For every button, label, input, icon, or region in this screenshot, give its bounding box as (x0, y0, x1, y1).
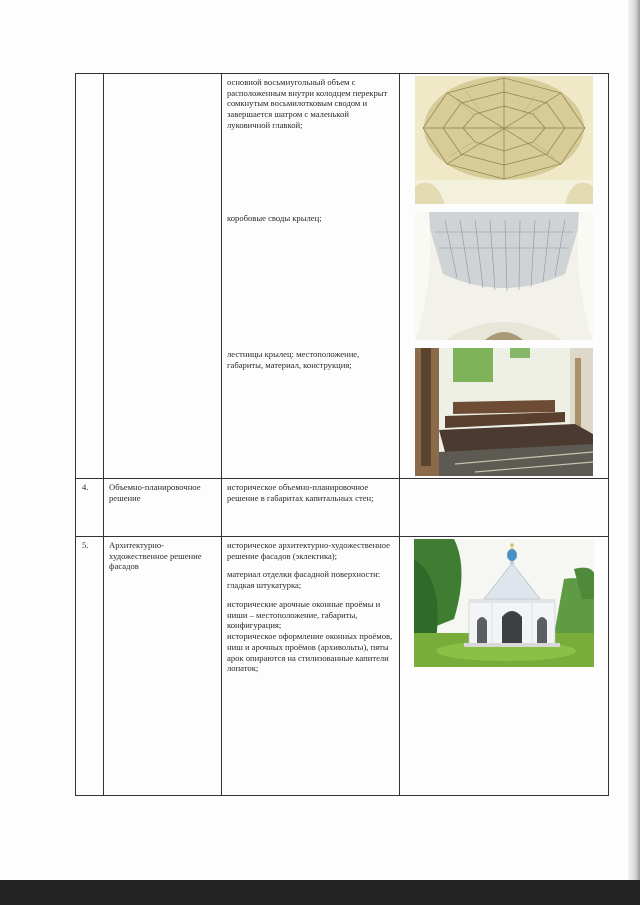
table-row (76, 479, 609, 537)
description-porch-stairs: лестницы крылец: местоположение, габариты, материал, конструкция; (227, 349, 360, 370)
description-facade-style: историческое архитектурно-художественное решение фасадов (эклектика); (227, 540, 390, 561)
row-description (222, 537, 400, 796)
row-photos (400, 74, 609, 479)
row-number: 4. (76, 479, 104, 537)
protected-features-table (75, 73, 609, 796)
photo-octagonal-vault (415, 76, 593, 204)
scanner-bottom-band (0, 880, 640, 905)
table-row (76, 537, 609, 796)
description-facade-material: материал отделки фасадной поверхности: гладкая штукатурка; (227, 569, 381, 591)
row-name: Объемно-планировочное решение (104, 479, 222, 537)
description-octagon-vault: основной восьмиугольный объем с расположенным внутри колодцем перекрыт сомкнутым восьмилотковым сводом и завершается шатром с маленькой луковичной главкой; (227, 77, 388, 130)
description-porch-vaults: коробовые своды крылец; (227, 213, 322, 223)
photo-porch-vault (415, 212, 593, 340)
description-arched-openings: исторические арочные оконные проёмы и ниши – местоположение, габариты, конфигурация; (227, 598, 381, 631)
table-row (76, 74, 609, 479)
row-description (222, 74, 400, 479)
photo-porch-stairs (415, 348, 593, 476)
row-photos-empty (400, 479, 609, 537)
scan-edge-shadow (628, 0, 640, 880)
row-name: Архитектурно-художественное решение фасадов (104, 537, 222, 796)
row-photos (400, 537, 609, 796)
row-number (76, 74, 104, 479)
description-archivolts: историческое оформление оконных проёмов, ниш и арочных проёмов (архивольты), пяты арок опираются на стилизованные капители лопаток; (227, 631, 393, 674)
photo-chapel-exterior (414, 539, 594, 667)
description-volume-planning: историческое объемно-планировочное решение в габаритах капитальных стен; (227, 482, 374, 503)
row-number: 5. (76, 537, 104, 796)
row-name (104, 74, 222, 479)
row-description (222, 479, 400, 537)
